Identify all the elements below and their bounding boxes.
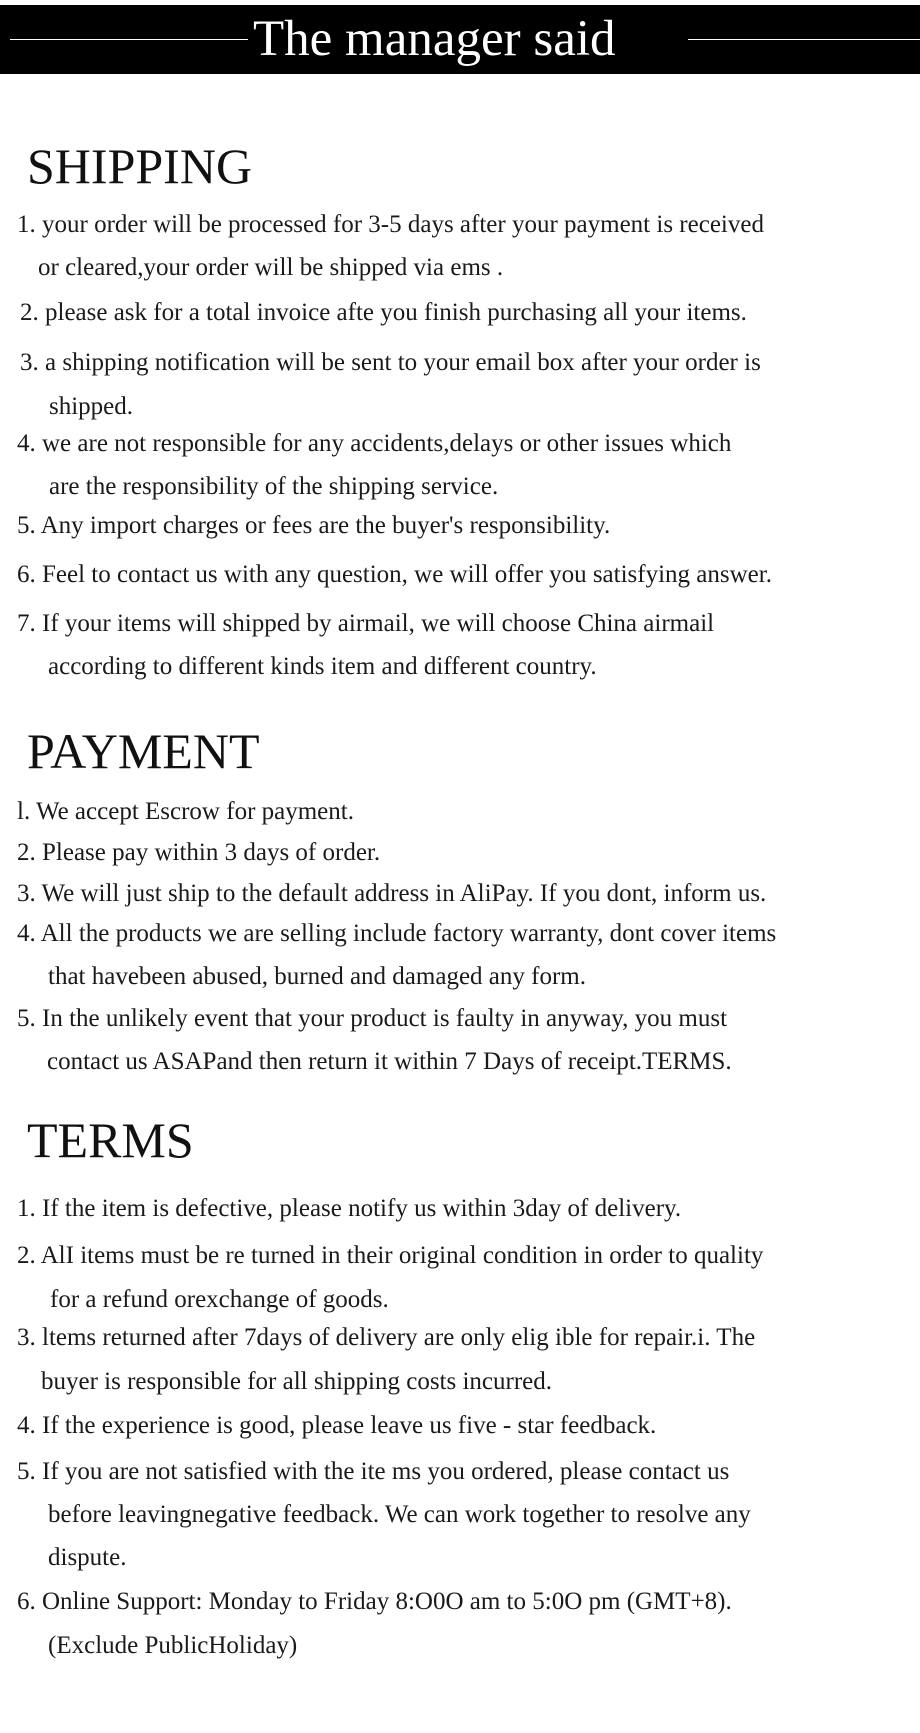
terms-line: before leavingnegative feedback. We can work together to resolve any — [48, 1501, 751, 1528]
shipping-line: 1. your order will be processed for 3-5 days after your payment is received — [17, 211, 764, 238]
shipping-line: according to different kinds item and different country. — [48, 653, 597, 680]
terms-line: (Exclude PublicHoliday) — [48, 1632, 298, 1659]
shipping-line: 2. please ask for a total invoice afte you finish purchasing all your items. — [20, 299, 747, 326]
banner-rule-right — [688, 39, 920, 40]
payment-line: that havebeen abused, burned and damaged any form. — [48, 963, 586, 990]
terms-line: 2. AlI items must be re turned in their original condition in order to quality — [17, 1242, 764, 1269]
shipping-line: 4. we are not responsible for any accidents,delays or other issues which — [17, 430, 732, 457]
shipping-line: or cleared,your order will be shipped via ems . — [38, 254, 504, 281]
terms-line: 4. If the experience is good, please leave us five - star feedback. — [17, 1412, 657, 1439]
terms-line: 3. ltems returned after 7days of delivery are only elig ible for repair.i. The — [17, 1324, 756, 1351]
terms-line: 6. Online Support: Monday to Friday 8:O0O am to 5:0O pm (GMT+8). — [17, 1588, 732, 1615]
title-banner — [0, 5, 920, 74]
shipping-line: 5. Any import charges or fees are the buyer's responsibility. — [17, 512, 611, 539]
payment-line: 5. In the unlikely event that your product is faulty in anyway, you must — [17, 1005, 728, 1032]
banner-title: The manager said — [253, 11, 616, 67]
payment-heading: PAYMENT — [27, 723, 260, 779]
terms-line: for a refund orexchange of goods. — [50, 1286, 389, 1313]
payment-line: 2. Please pay within 3 days of order. — [17, 839, 381, 866]
payment-line: 3. We will just ship to the default address in AliPay. If you dont, inform us. — [17, 880, 767, 907]
payment-line: contact us ASAPand then return it within 7 Days of receipt.TERMS. — [47, 1048, 732, 1075]
shipping-line: 7. If your items will shipped by airmail, we will choose China airmail — [17, 610, 715, 637]
terms-line: dispute. — [48, 1544, 127, 1571]
shipping-line: are the responsibility of the shipping service. — [49, 473, 499, 500]
terms-line: 5. If you are not satisfied with the ite ms you ordered, please contact us — [17, 1458, 730, 1485]
shipping-line: 6. Feel to contact us with any question, we will offer you satisfying answer. — [17, 561, 772, 588]
terms-heading: TERMS — [27, 1112, 194, 1168]
payment-line: l. We accept Escrow for payment. — [17, 798, 354, 825]
payment-line: 4. All the products we are selling include factory warranty, dont cover items — [17, 920, 777, 947]
terms-line: 1. If the item is defective, please notify us within 3day of delivery. — [17, 1195, 682, 1222]
shipping-line: 3. a shipping notification will be sent to your email box after your order is — [20, 349, 761, 376]
banner-rule-left — [10, 39, 248, 40]
shipping-line: shipped. — [49, 393, 134, 420]
terms-line: buyer is responsible for all shipping costs incurred. — [41, 1368, 553, 1395]
shipping-heading: SHIPPING — [27, 138, 253, 194]
